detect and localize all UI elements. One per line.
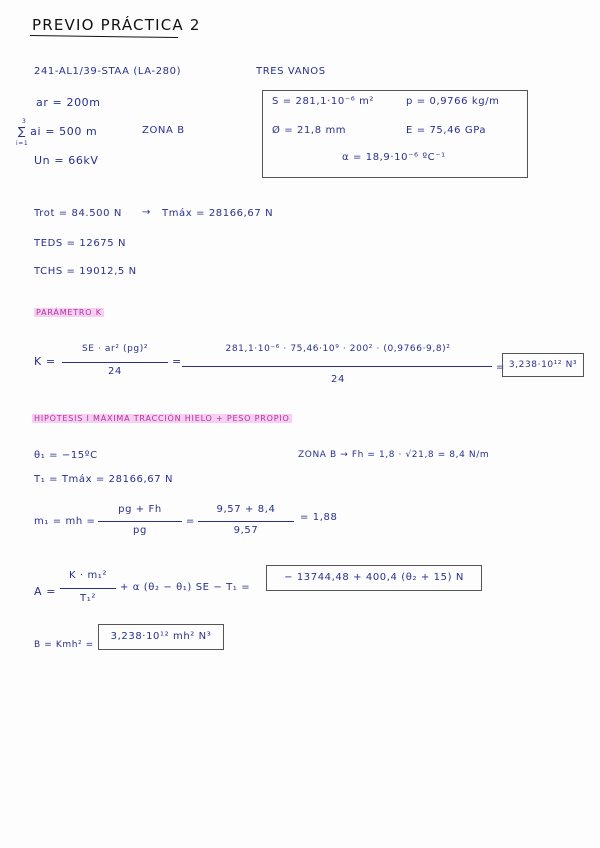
b-lhs: B = Kmh² =: [34, 640, 94, 650]
section-k-label: PARÁMETRO K: [36, 308, 102, 317]
teds-value: TEDS = 12675 N: [34, 238, 127, 249]
k-den2: 24: [331, 374, 345, 385]
k-den1: 24: [108, 366, 122, 377]
theta1-value: θ₁ = −15ºC: [34, 450, 98, 461]
a-den: T₁²: [80, 593, 96, 604]
diameter-value: Ø = 21,8 mm: [272, 125, 347, 136]
m-num1: pg + Fh: [118, 504, 162, 515]
k-eq: =: [172, 355, 182, 368]
m-fracline2: [198, 521, 294, 522]
un-value: Un = 66kV: [34, 154, 99, 167]
m-result: = 1,88: [300, 512, 338, 523]
tchs-value: TCHS = 19012,5 N: [34, 266, 137, 277]
k-num1: SE · ar² (pg)²: [81, 344, 149, 354]
a-lhs: A =: [34, 585, 57, 598]
k-fracline2: [182, 366, 492, 367]
a-result: − 13744,48 + 400,4 (θ₂ + 15) N: [266, 565, 482, 591]
a-rest: + α (θ₂ − θ₁) SE − T₁ =: [120, 582, 251, 593]
k-result: 3,238·10¹² N³: [502, 353, 584, 377]
b-result: 3,238·10¹² mh² N³: [98, 624, 224, 650]
page-title: PREVIO PRÁCTICA 2: [32, 16, 201, 34]
trot-value: Trot = 84.500 N: [34, 208, 122, 219]
sum-top: 3: [22, 118, 27, 125]
spans-label: TRES VANOS: [256, 66, 326, 77]
k-num2: 281,1·10⁻⁶ · 75,46·10⁹ · 200² · (0,9766·9,8)²: [225, 344, 451, 354]
k-eq2: =: [496, 362, 505, 373]
m-num2: 9,57 + 8,4: [216, 504, 276, 515]
title-underline: [30, 35, 178, 38]
a-fracline: [60, 588, 116, 589]
tension-arrow: →: [142, 207, 151, 218]
k-fracline1: [62, 362, 168, 363]
k-lhs: K =: [34, 355, 56, 368]
a-num: K · m₁²: [68, 570, 108, 581]
m-lhs: m₁ = mh =: [34, 516, 96, 527]
t1-value: T₁ = Tmáx = 28166,67 N: [34, 474, 174, 485]
m-fracline1: [98, 521, 182, 522]
elastic-modulus-value: E = 75,46 GPa: [406, 125, 487, 136]
sum-value: ∑ ai = 500 m: [18, 125, 98, 138]
cable-spec: 241-AL1/39-STAA (LA-280): [34, 66, 182, 77]
zona-label: ZONA B: [142, 125, 185, 136]
m-den1: pg: [133, 525, 147, 536]
tmax-value: Tmáx = 28166,67 N: [162, 208, 274, 219]
ice-load: ZONA B → Fh = 1,8 · √21,8 = 8,4 N/m: [298, 450, 490, 460]
hypothesis-label: HIPÓTESIS I MÁXIMA TRACCIÓN HIELO + PESO PROPIO: [34, 414, 290, 423]
ar-value: ar = 200m: [36, 96, 101, 109]
m-eq: =: [186, 516, 195, 527]
section-value: S = 281,1·10⁻⁶ m²: [272, 96, 375, 107]
weight-value: p = 0,9766 kg/m: [406, 96, 500, 107]
sum-bottom: i=1: [16, 140, 29, 147]
m-den2: 9,57: [233, 525, 259, 536]
alpha-value: α = 18,9·10⁻⁶ ºC⁻¹: [342, 152, 446, 163]
